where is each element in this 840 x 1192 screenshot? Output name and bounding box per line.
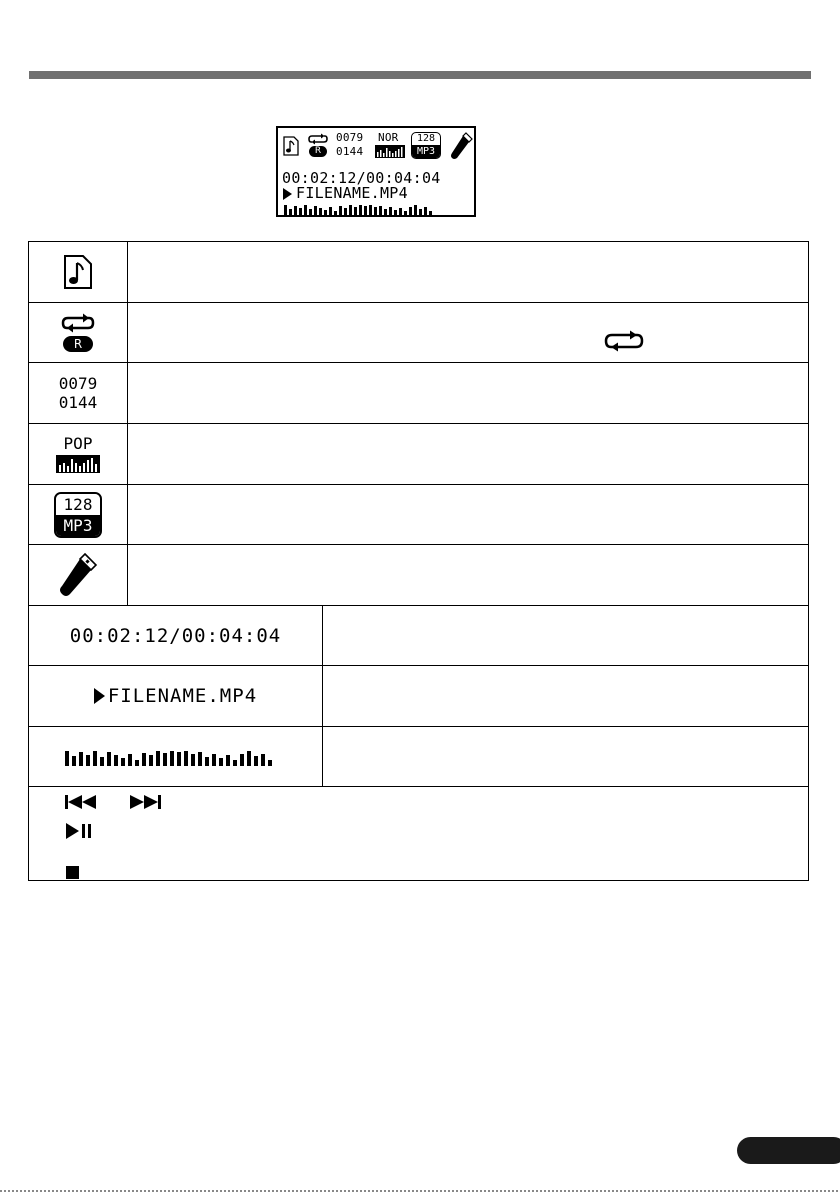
row-file-type	[29, 242, 127, 302]
play-indicator-icon	[283, 188, 292, 200]
header-rule	[29, 71, 811, 79]
bitrate-value: 128	[416, 133, 436, 144]
eq-mode: NOR	[378, 131, 399, 144]
playback-time: 00:02:12/00:04:04	[282, 169, 441, 187]
lcd-legend-table	[28, 241, 809, 881]
spectrum-bars-icon	[65, 748, 287, 766]
stop-icon	[66, 866, 79, 879]
repeat-icon	[604, 330, 644, 352]
format-value: MP3	[56, 515, 100, 536]
row-file-name	[29, 666, 322, 726]
next-track-icon	[129, 795, 161, 809]
file-name: FILENAME.MP4	[296, 184, 408, 202]
row-storage	[29, 545, 127, 605]
repeat-mode-badge: R	[309, 146, 327, 157]
spectrum-bars-icon	[284, 203, 470, 215]
repeat-icon	[308, 133, 328, 145]
play-indicator-icon	[94, 688, 105, 704]
row-divider	[29, 423, 808, 424]
format-value: MP3	[412, 145, 440, 158]
equalizer-bars-icon	[375, 145, 405, 158]
column-divider	[127, 242, 128, 605]
usb-stick-icon	[450, 131, 474, 161]
eq-mode: POP	[63, 434, 93, 453]
row-divider	[29, 362, 808, 363]
track-number: 0079	[336, 131, 364, 144]
music-note-icon	[283, 136, 299, 156]
row-divider	[29, 544, 808, 545]
row-equalizer	[29, 424, 127, 484]
play-pause-icon	[66, 823, 92, 839]
row-divider	[29, 302, 808, 303]
equalizer-bars-icon	[56, 455, 100, 473]
repeat-mode-badge: R	[63, 336, 93, 352]
row-divider	[29, 786, 808, 787]
track-total: 0144	[58, 393, 98, 412]
track-total: 0144	[336, 145, 364, 158]
bitrate-value: 128	[56, 494, 100, 515]
row-bitrate	[29, 485, 127, 544]
track-number: 0079	[58, 374, 98, 393]
bitrate-badge	[54, 492, 102, 538]
repeat-icon	[61, 313, 95, 333]
file-name: FILENAME.MP4	[107, 685, 258, 707]
file-name-display	[94, 685, 257, 707]
previous-track-icon	[65, 795, 97, 809]
usb-stick-icon	[58, 552, 98, 598]
music-note-icon	[63, 254, 93, 290]
row-spectrum	[29, 727, 322, 786]
playback-time: 00:02:12/00:04:04	[69, 624, 282, 647]
row-track-counter	[29, 363, 127, 423]
bitrate-badge	[411, 132, 441, 159]
row-divider	[29, 484, 808, 485]
lcd-display	[276, 126, 476, 217]
page-tab	[737, 1137, 840, 1164]
row-playback-time	[29, 606, 322, 665]
row-repeat-mode	[29, 303, 127, 362]
column-divider	[322, 605, 323, 786]
